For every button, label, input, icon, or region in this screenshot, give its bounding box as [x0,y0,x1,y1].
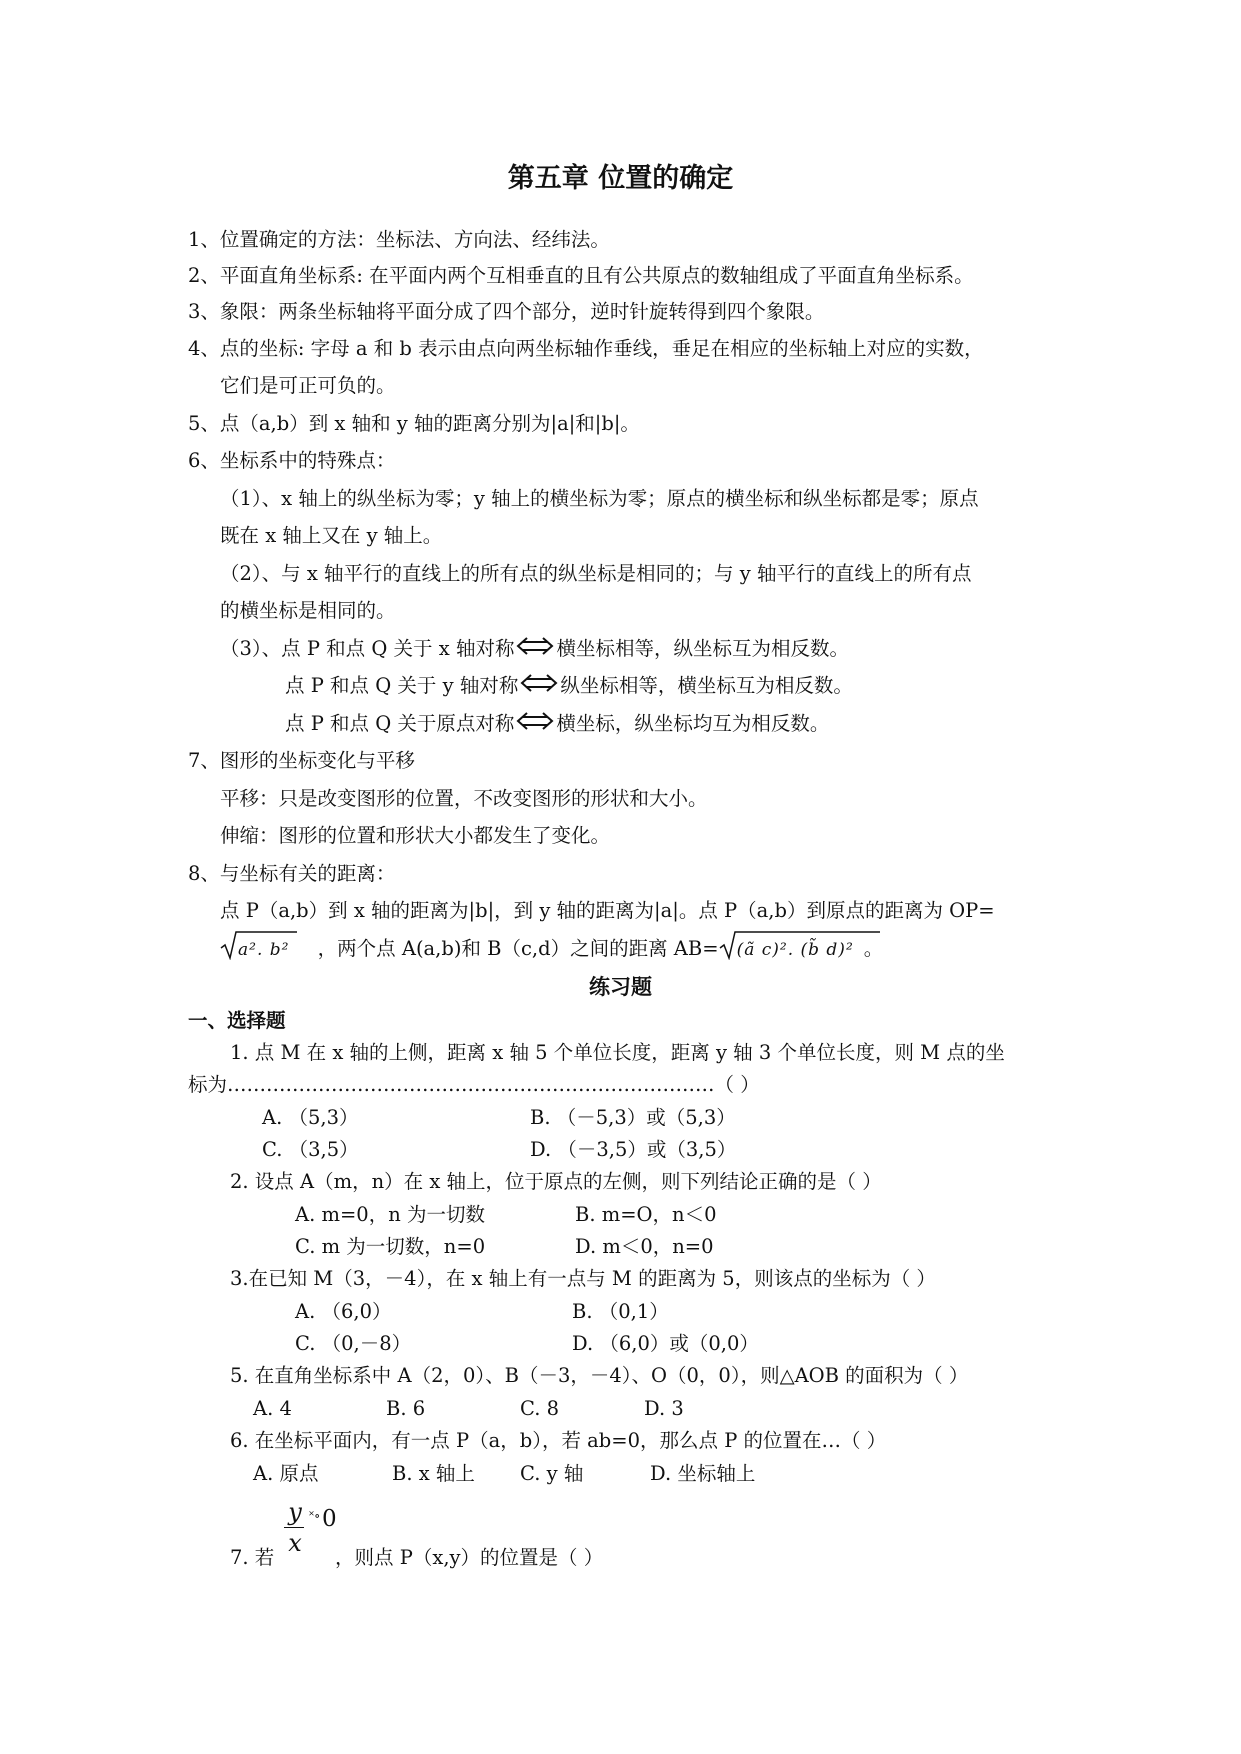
q7-rhs: 0 [322,1506,337,1532]
point-8: 8、与坐标有关的距离： [188,862,396,885]
point-7-scaling: 伸缩：图形的位置和形状大小都发生了变化。 [220,824,611,847]
sqrt-op-content: a². b² [238,940,290,960]
q3-option-b: B. （0,1） [572,1300,669,1323]
q6-option-c: C. y 轴 [520,1462,584,1485]
q1-option-c: C. （3,5） [262,1138,359,1161]
point-6-3-line-1 [220,636,849,662]
point-8-line-2-end: 。 [863,937,884,960]
section-multiple-choice: 一、选择题 [188,1009,286,1032]
point-6-3-line-1-result: 横坐标相等，纵坐标互为相反数。 [556,637,849,660]
point-2: 2、平面直角坐标系: 在平面内两个互相垂直的且有公共原点的数轴组成了平面直角坐标系。 [188,264,974,287]
page-title: 第五章 位置的确定 [507,163,734,194]
sqrt-op-formula [220,936,289,963]
q6-option-d: D. 坐标轴上 [650,1462,756,1485]
q7-prefix: 7. 若 [230,1546,275,1569]
q6-option-a: A. 原点 [253,1462,319,1485]
point-6-2-line-1: （2）、与 x 轴平行的直线上的所有点的纵坐标是相同的；与 y 轴平行的直线上的所有点 [220,562,972,585]
point-5: 5、点（a,b）到 x 轴和 y 轴的距离分别为|a|和|b|。 [188,412,640,435]
q5-option-a: A. 4 [253,1397,292,1420]
q7-numerator: y [288,1498,302,1526]
sqrt-ab-formula [719,936,854,963]
point-8-line-2-text: ，两个点 A(a,b)和 B（c,d）之间的距离 AB= [317,937,719,960]
point-6-3-line-2-condition: 点 P 和点 Q 关于 y 轴对称 [285,674,519,697]
q1-option-a: A. （5,3） [262,1106,359,1129]
point-6-3-line-3 [285,711,829,737]
q2-option-b: B. m=O，n＜0 [575,1203,717,1226]
point-4-line-2: 它们是可正可负的。 [220,374,396,397]
point-3: 3、象限：两条坐标轴将平面分成了四个部分，逆时针旋转得到四个象限。 [188,300,825,323]
point-6-3-line-3-result: 横坐标，纵坐标均互为相反数。 [556,712,830,735]
q1-line-2: 标为…………………………………………………………………（ ） [188,1073,760,1096]
q3-option-a: A. （6,0） [295,1300,392,1323]
sqrt-ab-content: (ã c)². (b̃ d)² [736,940,854,960]
q6-option-b: B. x 轴上 [392,1462,475,1485]
point-8-line-1: 点 P（a,b）到 x 轴的距离为|b|，到 y 轴的距离为|a|。点 P（a,b）到原点的距离为 OP= [220,899,995,922]
q7-relation-symbol: ˟∘ [309,1509,321,1524]
double-arrow-icon [515,711,555,737]
point-6-3-line-2-result: 纵坐标相等，横坐标互为相反数。 [560,674,853,697]
q5-option-c: C. 8 [520,1397,560,1420]
q3-option-d: D. （6,0）或（0,0） [572,1332,759,1355]
q1-option-b: B. （－5,3）或（5,3） [530,1106,736,1129]
double-arrow-icon [519,673,559,699]
q2-option-d: D. m＜0，n=0 [575,1235,714,1258]
q3-option-c: C. （0,－8） [295,1332,412,1355]
point-6-3-line-1-condition: （3）、点 P 和点 Q 关于 x 轴对称 [220,637,515,660]
point-4-line-1: 4、点的坐标: 字母 a 和 b 表示由点向两坐标轴作垂线，垂足在相应的坐标轴上对应的实数， [188,337,984,360]
q7-text: ，则点 P（x,y）的位置是（ ） [335,1546,604,1569]
q2-option-c: C. m 为一切数，n=0 [295,1235,486,1258]
q7-denominator: x [288,1529,302,1557]
point-7-translation: 平移：只是改变图形的位置，不改变图形的形状和大小。 [220,787,708,810]
double-arrow-icon [515,636,555,662]
q6: 6. 在坐标平面内，有一点 P（a，b），若 ab=0，那么点 P 的位置在…（ ） [230,1429,887,1452]
q3: 3.在已知 M（3，－4），在 x 轴上有一点与 M 的距离为 5，则该点的坐标为（ ） [230,1267,936,1290]
point-8-line-2 [220,936,883,963]
point-6-2-line-2: 的横坐标是相同的。 [220,599,396,622]
q2-option-a: A. m=0，n 为一切数 [295,1203,485,1226]
point-6-1-line-2: 既在 x 轴上又在 y 轴上。 [220,524,443,547]
point-7: 7、图形的坐标变化与平移 [188,749,415,772]
q7-fraction-bar [284,1527,304,1528]
point-1: 1、位置确定的方法：坐标法、方向法、经纬法。 [188,228,610,251]
point-6-1-line-1: （1）、x 轴上的纵坐标为零；y 轴上的横坐标为零；原点的横坐标和纵坐标都是零；原点 [220,487,979,510]
q2: 2. 设点 A（m，n）在 x 轴上，位于原点的左侧，则下列结论正确的是（ ） [230,1170,882,1193]
point-6: 6、坐标系中的特殊点： [188,449,396,472]
q5-option-d: D. 3 [644,1397,684,1420]
q1-line-1: 1. 点 M 在 x 轴的上侧，距离 x 轴 5 个单位长度，距离 y 轴 3 个单位长度，则 M 点的坐 [230,1041,1005,1064]
point-6-3-line-3-condition: 点 P 和点 Q 关于原点对称 [285,712,515,735]
exercises-title: 练习题 [589,974,652,999]
point-6-3-line-2 [285,673,853,699]
q5-option-b: B. 6 [386,1397,426,1420]
q5: 5. 在直角坐标系中 A（2，0）、B（－3，－4）、O（0，0），则△AOB 的面积为（ ） [230,1364,969,1387]
q1-option-d: D. （－3,5）或（3,5） [530,1138,737,1161]
